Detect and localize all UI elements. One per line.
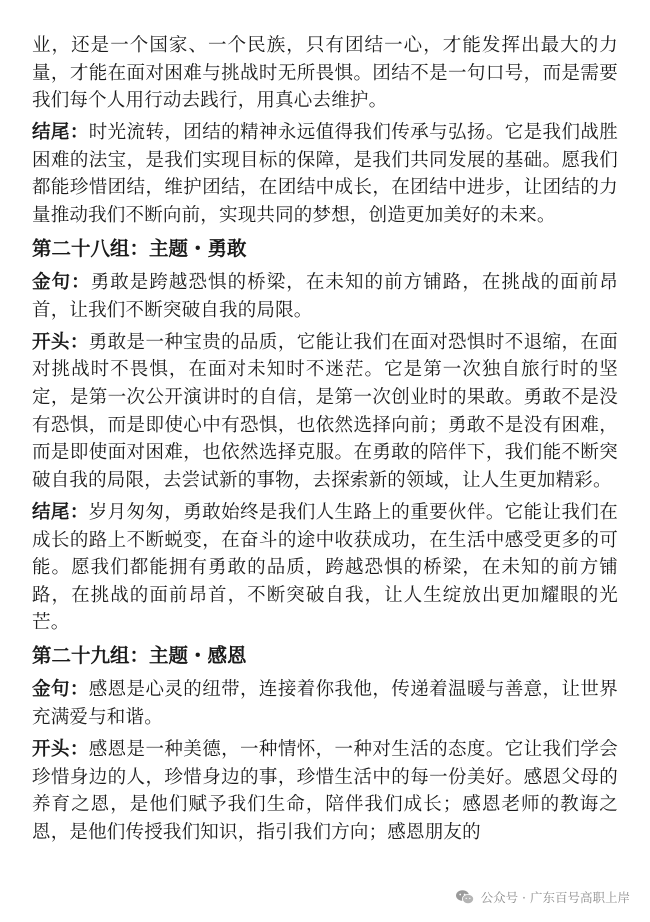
paragraph-courage-quote: [32, 269, 618, 324]
paragraph-text: 业，还是一个国家、一个民族，只有团结一心，才能发挥出最大的力量，才能在面对困难与挑战时无所畏惧。团结不是一句口号，而是需要我们每个人用行动去践行，用真心去维护。: [32, 35, 618, 112]
paragraph-courage-opening: [32, 329, 618, 495]
wechat-icon: [455, 889, 475, 905]
paragraph-text: 时光流转，团结的精神永远值得我们传承与弘扬。它是我们战胜困难的法宝，是我们实现目标的保障，是我们共同发展的基础。愿我们都能珍惜团结，维护团结，在团结中成长，在团结中进步，让团结的力量推动我们不断向前，实现共同的梦想，创造更加美好的未来。: [32, 122, 618, 227]
section-heading-courage: 第二十八组：主题・勇敢: [32, 237, 247, 261]
document-page: [32, 32, 618, 851]
paragraph-label: 开头：: [32, 331, 89, 353]
paragraph-gratitude-opening: [32, 736, 618, 846]
paragraph-label: 结尾：: [32, 501, 89, 523]
watermark: [455, 888, 630, 906]
paragraph-unity-ending: [32, 119, 618, 229]
paragraph-gratitude-quote: [32, 676, 618, 731]
paragraph-label: 结尾：: [32, 122, 89, 144]
paragraph-text: 勇敢是跨越恐惧的桥梁，在未知的前方铺路，在挑战的面前昂首，让我们不断突破自我的局限。: [32, 272, 618, 321]
paragraph-text: 勇敢是一种宝贵的品质，它能让我们在面对恐惧时不退缩，在面对挑战时不畏惧，在面对未知时不迷茫。它是第一次独自旅行时的坚定，是第一次公开演讲时的自信，是第一次创业时的果敢。勇敢不是没有恐惧，而是即使心中有恐惧，也依然选择向前；勇敢不是没有困难，而是即使面对困难，也依然选择克服。在勇敢的陪伴下，我们能不断突破自我的局限，去尝试新的事物，去探索新的领域，让人生更加精彩。: [32, 331, 618, 491]
section-heading-gratitude: 第二十九组：主题・感恩: [32, 644, 247, 668]
watermark-text: 公众号 · 广东百号高职上岸: [480, 890, 630, 905]
paragraph-unity-continued: [32, 32, 618, 115]
paragraph-label: 开头：: [32, 739, 89, 761]
paragraph-label: 金句：: [32, 272, 91, 294]
paragraph-courage-ending: [32, 499, 618, 637]
paragraph-label: 金句：: [32, 679, 89, 701]
paragraph-text: 感恩是一种美德，一种情怀，一种对生活的态度。它让我们学会珍惜身边的人，珍惜身边的事，珍惜生活中的每一份美好。感恩父母的养育之恩，是他们赋予我们生命，陪伴我们成长；感恩老师的教诲之恩，是他们传授我们知识，指引我们方向；感恩朋友的: [32, 739, 618, 843]
paragraph-text: 岁月匆匆，勇敢始终是我们人生路上的重要伙伴。它能让我们在成长的路上不断蜕变，在奋斗的途中收获成功，在生活中感受更多的可能。愿我们都能拥有勇敢的品质，跨越恐惧的桥梁，在未知的前方铺路，在挑战的面前昂首，不断突破自我，让人生绽放出更加耀眼的光芒。: [32, 501, 618, 634]
paragraph-text: 感恩是心灵的纽带，连接着你我他，传递着温暖与善意，让世界充满爱与和谐。: [32, 679, 618, 728]
